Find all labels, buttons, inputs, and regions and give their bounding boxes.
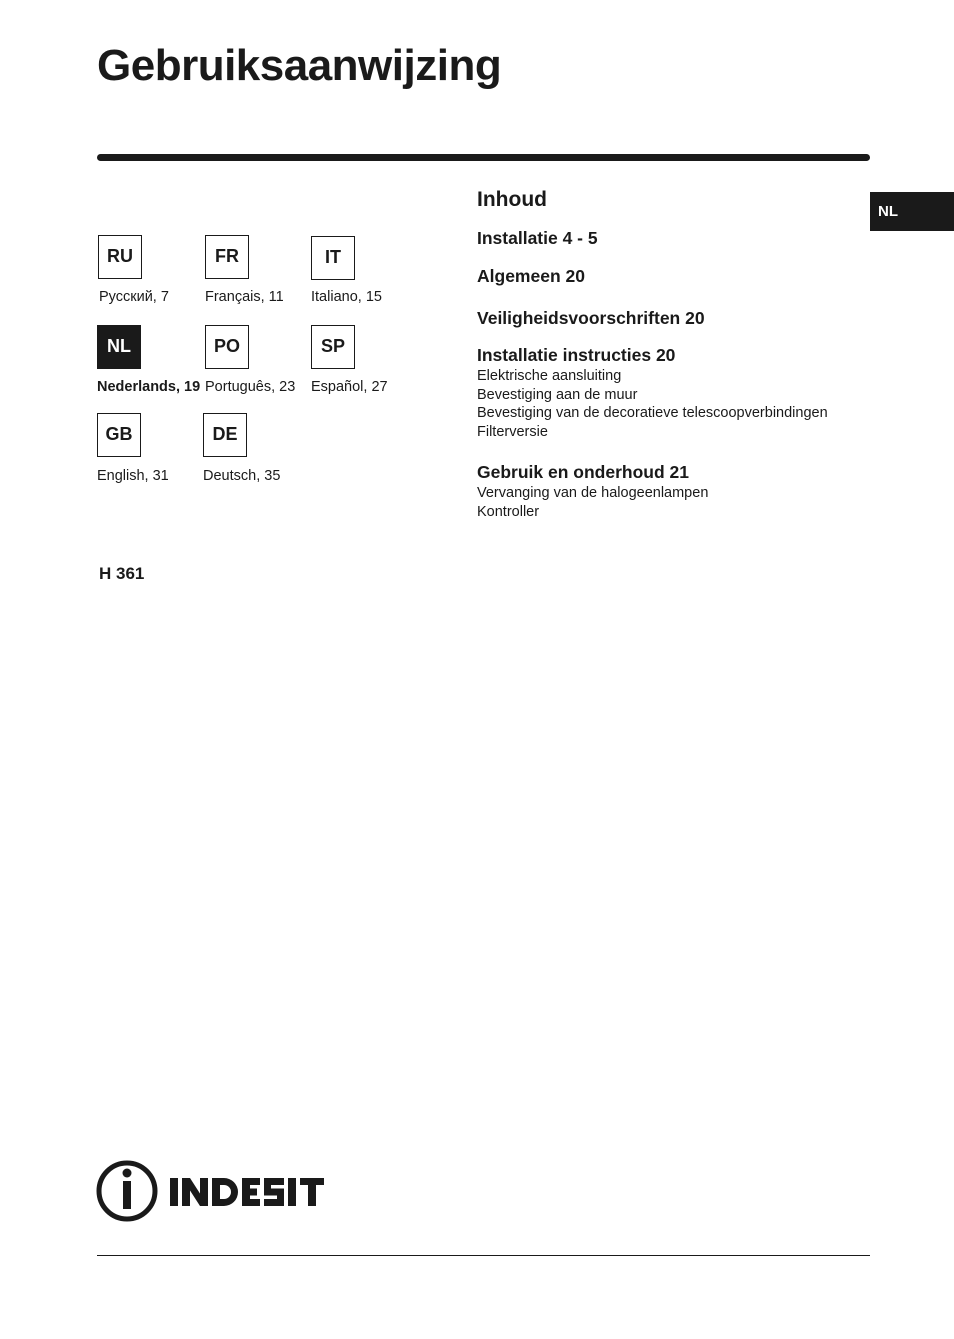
toc-item: Vervanging van de halogeenlampen [477, 485, 709, 501]
lang-caption-it: Italiano, 15 [311, 289, 382, 305]
lang-caption-ru: Русский, 7 [99, 289, 169, 305]
language-side-tab: NL [870, 192, 954, 231]
footer-divider [97, 1255, 870, 1256]
lang-caption-po: Português, 23 [205, 379, 296, 395]
lang-box-gb: GB [97, 413, 141, 457]
toc-section-algemeen: Algemeen 20 [477, 266, 585, 286]
toc-section-veiligheid: Veiligheidsvoorschriften 20 [477, 308, 705, 328]
title-divider [97, 154, 870, 161]
lang-box-sp: SP [311, 325, 355, 369]
page-title: Gebruiksaanwijzing [97, 41, 502, 90]
lang-box-po: PO [205, 325, 249, 369]
lang-box-nl: NL [97, 325, 141, 369]
toc-item: Kontroller [477, 504, 540, 520]
toc-item: Elektrische aansluiting [477, 368, 622, 384]
lang-caption-de: Deutsch, 35 [203, 468, 281, 484]
lang-caption-sp: Español, 27 [311, 379, 388, 395]
lang-box-de: DE [203, 413, 247, 457]
toc-heading: Inhoud [477, 188, 547, 211]
indesit-logo [96, 1158, 336, 1229]
lang-box-ru: RU [98, 235, 142, 279]
lang-caption-nl: Nederlands, 19 [97, 379, 201, 395]
model-number: H 361 [99, 564, 145, 583]
toc-section-gebruik: Gebruik en onderhoud 21 [477, 462, 689, 482]
toc-item: Filterversie [477, 424, 548, 440]
lang-caption-fr: Français, 11 [205, 289, 284, 305]
toc-item: Bevestiging van de decoratieve telescoopverbindingen [477, 405, 828, 421]
toc-item: Bevestiging aan de muur [477, 387, 638, 403]
lang-box-it: IT [311, 236, 355, 280]
lang-caption-gb: English, 31 [97, 468, 169, 484]
lang-box-fr: FR [205, 235, 249, 279]
toc-section-installatie-instructies: Installatie instructies 20 [477, 345, 676, 365]
indesit-logo-icon [96, 1158, 336, 1224]
toc-section-installatie: Installatie 4 - 5 [477, 228, 598, 248]
